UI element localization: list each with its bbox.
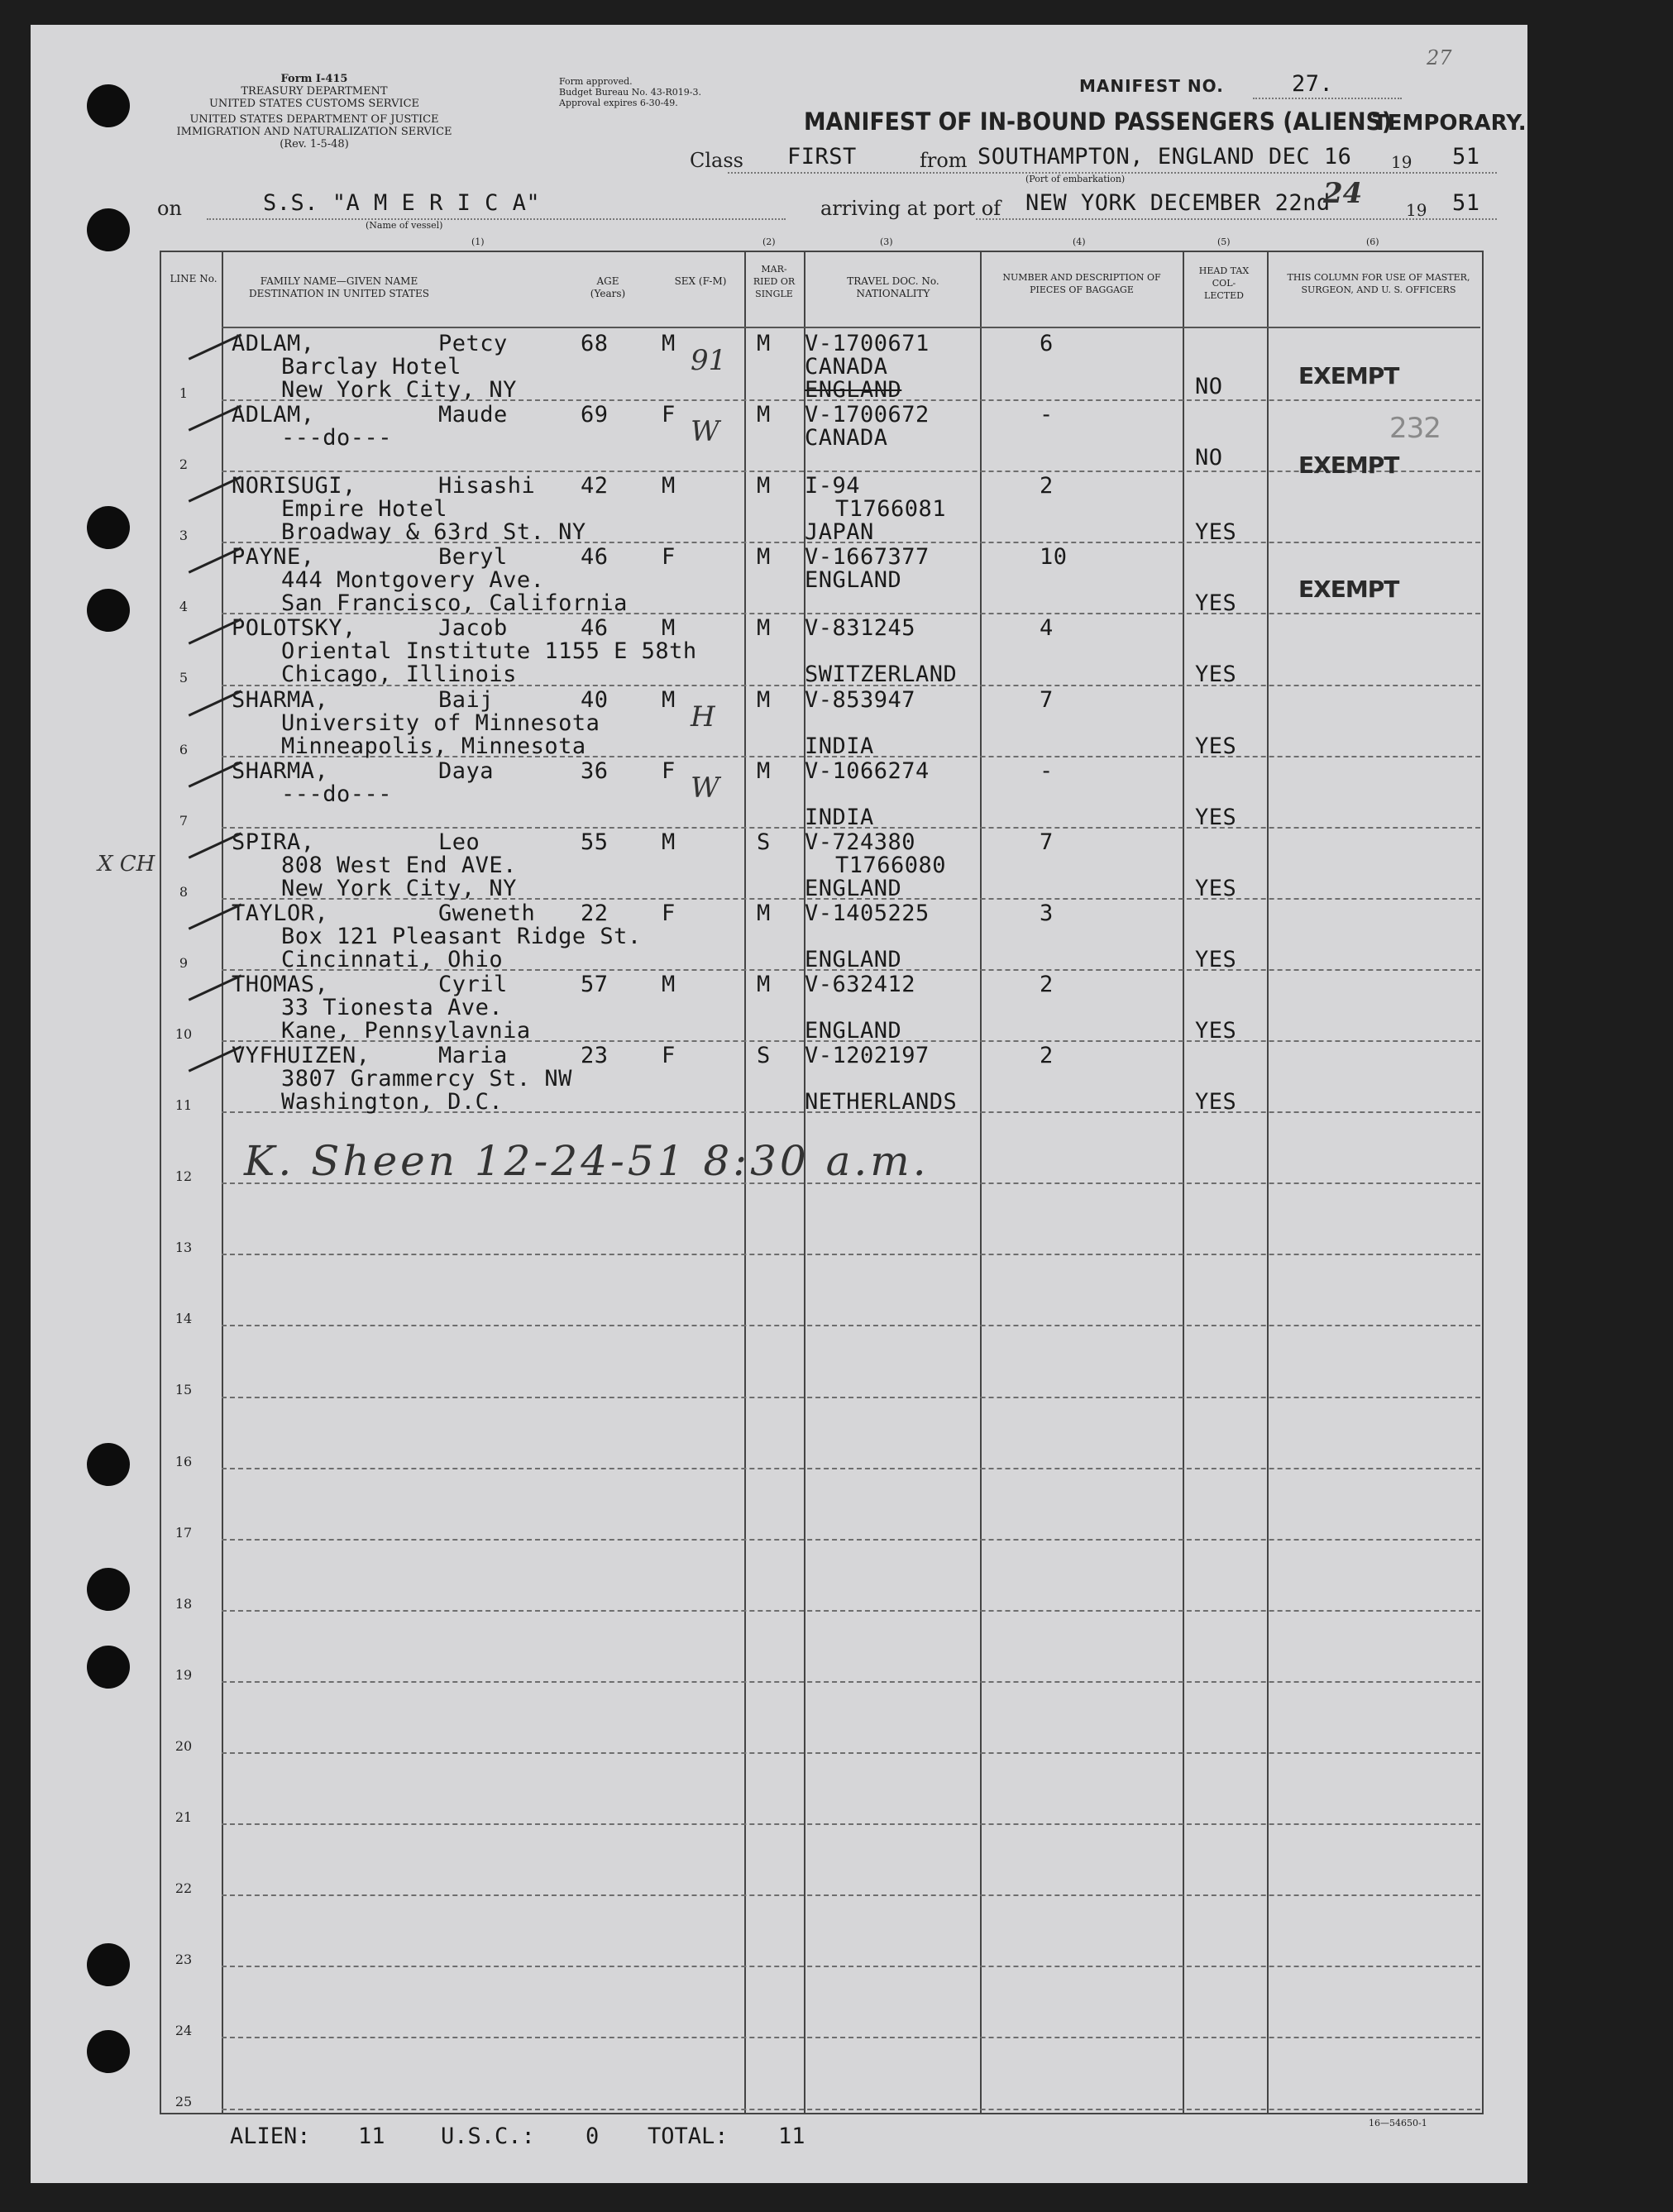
passenger-destination: Oriental Institute 1155 E 58th: [281, 638, 697, 665]
passenger-destination-city: San Francisco, California: [281, 590, 628, 617]
usc-count: 0: [586, 2124, 600, 2149]
passenger-given-name: Cyril: [438, 971, 508, 997]
treasury-dept: TREASURY DEPARTMENT: [241, 85, 388, 98]
passenger-marital: M: [757, 686, 771, 713]
line-number: 1: [179, 385, 189, 401]
passenger-baggage: 10: [1040, 544, 1068, 571]
alien-label: ALIEN:: [230, 2124, 311, 2149]
passenger-nationality: CANADA: [805, 425, 888, 451]
passenger-destination: 808 West End AVE.: [281, 852, 517, 878]
passenger-family-name: NORISUGI,: [232, 473, 356, 499]
page-title: MANIFEST OF IN-BOUND PASSENGERS (ALIENS): [804, 107, 1393, 136]
line-number: 25: [174, 2094, 193, 2110]
passenger-travel-doc: V-831245: [805, 615, 916, 642]
passenger-travel-doc: V-1700671: [805, 331, 930, 356]
sex-annotation: W: [691, 771, 719, 805]
passenger-sex: F: [662, 544, 676, 571]
line-number: 15: [174, 1382, 193, 1398]
line-number: 7: [179, 812, 189, 829]
passenger-destination: Empire Hotel: [281, 496, 448, 523]
approval-expires: Approval expires 6-30-49.: [559, 98, 678, 108]
passenger-travel-doc: V-1066274: [805, 757, 930, 784]
passenger-destination: Barclay Hotel: [281, 354, 461, 380]
colnum-3: (3): [880, 236, 893, 247]
ins-service: IMMIGRATION AND NATURALIZATION SERVICE: [176, 126, 452, 138]
punch-hole: [87, 1568, 130, 1611]
passenger-given-name: Leo: [438, 829, 480, 855]
passenger-nationality: INDIA: [805, 733, 874, 759]
total-label: TOTAL:: [648, 2124, 729, 2149]
passenger-head-tax: YES: [1195, 662, 1237, 688]
passenger-baggage: 7: [1040, 829, 1054, 855]
passenger-travel-doc: V-1700672: [805, 402, 930, 428]
passenger-baggage: 2: [1040, 971, 1054, 997]
passenger-travel-doc: V-724380: [805, 829, 916, 855]
passenger-marital: M: [757, 331, 771, 356]
row-rule: [222, 471, 1480, 472]
officer-stamp: EXEMPT: [1298, 576, 1399, 604]
sex-annotation: W: [691, 415, 719, 449]
col-divider: [1183, 251, 1184, 2113]
passenger-given-name: Jacob: [438, 615, 508, 642]
class-value: FIRST: [787, 144, 857, 170]
passenger-family-name: ADLAM,: [232, 331, 315, 356]
passenger-destination: ---do---: [281, 425, 393, 451]
line-number: 8: [179, 883, 189, 900]
passenger-age: 40: [581, 686, 609, 713]
passenger-travel-doc: V-853947: [805, 686, 916, 713]
manifest-no-label: MANIFEST NO.: [1079, 76, 1224, 96]
passenger-marital: S: [757, 829, 771, 855]
passenger-nationality: ENGLAND: [805, 875, 902, 901]
passenger-destination-city: New York City, NY: [281, 875, 517, 901]
row-rule: [222, 1254, 1480, 1255]
passenger-sex: F: [662, 1043, 676, 1068]
passenger-age: 23: [581, 1043, 609, 1068]
line-number: 14: [174, 1311, 193, 1327]
passenger-sex: M: [662, 473, 676, 499]
col-header-dest: DESTINATION IN UNITED STATES: [249, 288, 429, 299]
customs-service: UNITED STATES CUSTOMS SERVICE: [208, 98, 420, 110]
arriving-label: arriving at port of: [820, 197, 1001, 220]
row-rule: [222, 1681, 1480, 1683]
passenger-baggage: 7: [1040, 686, 1054, 713]
col-header-name-line1: FAMILY NAME—GIVEN NAME: [260, 275, 418, 287]
on-label: on: [157, 197, 182, 220]
line-number: 19: [174, 1666, 193, 1683]
line-number: 5: [179, 670, 189, 686]
line-number: 17: [174, 1524, 193, 1541]
print-code: 16—54650-1: [1369, 2118, 1427, 2128]
line-number: 22: [174, 1880, 193, 1897]
row-rule: [222, 1539, 1480, 1541]
punch-hole: [87, 506, 130, 549]
passenger-travel-doc: V-1405225: [805, 900, 930, 926]
passenger-nationality: SWITZERLAND: [805, 662, 958, 688]
passenger-marital: M: [757, 757, 771, 784]
row-rule: [222, 1468, 1480, 1469]
passenger-marital: M: [757, 473, 771, 499]
header-rule: [222, 327, 1480, 328]
col-header-baggage: NUMBER AND DESCRIPTION OF PIECES OF BAGGAGE: [1002, 272, 1161, 295]
line-number: 21: [174, 1809, 193, 1825]
line-number: 2: [179, 456, 189, 473]
justice-dept: UNITED STATES DEPARTMENT OF JUSTICE: [189, 113, 439, 126]
passenger-head-tax: YES: [1195, 519, 1237, 546]
from-value: SOUTHAMPTON, ENGLAND DEC 16: [978, 144, 1352, 170]
passenger-head-tax: YES: [1195, 946, 1237, 972]
arrival-rule: [976, 218, 1497, 220]
passenger-destination: 3807 Grammercy St. NW: [281, 1066, 572, 1092]
passenger-marital: M: [757, 615, 771, 642]
line-number: 23: [174, 1952, 193, 1968]
col-header-married: MAR- RIED OR SINGLE: [753, 264, 796, 299]
col-header-line: LINE No.: [170, 273, 217, 284]
line-number: 20: [174, 1737, 193, 1754]
passenger-marital: M: [757, 402, 771, 428]
passenger-head-tax: NO: [1195, 445, 1223, 471]
passenger-travel-doc: V-1202197: [805, 1043, 930, 1068]
line-number: 9: [179, 954, 189, 971]
vessel-rule: [207, 218, 786, 220]
passenger-nationality: JAPAN: [805, 519, 874, 546]
passenger-destination-city: Washington, D.C.: [281, 1089, 504, 1115]
line-number: 10: [174, 1025, 193, 1042]
passenger-destination-city: Broadway & 63rd St. NY: [281, 519, 586, 546]
passenger-baggage: -: [1040, 402, 1054, 428]
passenger-given-name: Baij: [438, 686, 495, 713]
passenger-given-name: Petcy: [438, 331, 508, 356]
passenger-destination: University of Minnesota: [281, 709, 600, 736]
passenger-family-name: VYFHUIZEN,: [232, 1043, 370, 1068]
budget-bureau: Budget Bureau No. 43-R019-3.: [559, 87, 702, 98]
passenger-baggage: 2: [1040, 473, 1054, 499]
header-agency: [149, 73, 480, 150]
row-rule: [222, 1397, 1480, 1398]
passenger-head-tax: NO: [1195, 374, 1223, 399]
punch-hole: [87, 84, 130, 127]
passenger-head-tax: YES: [1195, 1089, 1237, 1115]
port-note: (Port of embarkation): [1025, 174, 1126, 184]
manifest-no-rule: [1253, 98, 1402, 99]
passenger-baggage: 3: [1040, 900, 1054, 926]
passenger-sex: F: [662, 402, 676, 428]
row-rule: [222, 1610, 1480, 1612]
line-number: 4: [179, 599, 189, 615]
passenger-sex: M: [662, 615, 676, 642]
passenger-travel-doc: V-632412: [805, 971, 916, 997]
passenger-sex: M: [662, 331, 676, 356]
passenger-marital: S: [757, 1043, 771, 1068]
from-year: 51: [1452, 144, 1480, 170]
officer-stamp: EXEMPT: [1298, 362, 1399, 389]
passenger-nationality: CANADA: [805, 354, 888, 380]
col-header-officers: THIS COLUMN FOR USE OF MASTER, SURGEON, AND U. S. OFFICERS: [1287, 272, 1470, 295]
punch-hole: [87, 1646, 130, 1689]
passenger-age: 55: [581, 829, 609, 855]
line-number: 3: [179, 528, 189, 544]
passenger-destination: 33 Tionesta Ave.: [281, 994, 504, 1020]
passenger-family-name: ADLAM,: [232, 402, 315, 428]
sex-annotation: 91: [691, 344, 727, 377]
passenger-age: 42: [581, 473, 609, 499]
form-number: Form I-415: [280, 73, 348, 85]
passenger-sex: M: [662, 829, 676, 855]
passenger-age: 46: [581, 544, 609, 571]
officer-extra-number: 232: [1389, 412, 1441, 445]
punch-hole: [87, 1443, 130, 1486]
row-rule: [222, 1823, 1480, 1825]
passenger-nationality: NETHERLANDS: [805, 1089, 958, 1115]
passenger-head-tax: YES: [1195, 733, 1237, 759]
arrival-correction: 24: [1323, 177, 1363, 210]
passenger-nationality-struck: ENGLAND: [805, 377, 902, 403]
row-rule: [222, 2037, 1480, 2038]
passenger-nationality: ENGLAND: [805, 567, 902, 594]
passenger-given-name: Maria: [438, 1043, 508, 1068]
row-rule: [222, 1894, 1480, 1896]
year-prefix-arrival: 19: [1406, 200, 1427, 220]
colnum-6: (6): [1366, 236, 1379, 247]
passenger-family-name: THOMAS,: [232, 971, 329, 997]
sex-annotation: H: [691, 700, 715, 733]
vessel-note: (Name of vessel): [366, 220, 443, 231]
passenger-family-name: SHARMA,: [232, 686, 329, 713]
col-header-sex: SEX (F-M): [674, 275, 727, 287]
from-label: from: [920, 149, 968, 172]
usc-label: U.S.C.:: [441, 2124, 535, 2149]
line-number: 24: [174, 2023, 193, 2039]
col-divider: [222, 251, 223, 2113]
passenger-age: 69: [581, 402, 609, 428]
colnum-2: (2): [762, 236, 776, 247]
passenger-destination-city: Chicago, Illinois: [281, 662, 517, 688]
passenger-travel-doc: V-1667377: [805, 544, 930, 571]
manifest-no-handwritten: 27: [1427, 46, 1452, 69]
passenger-nationality: ENGLAND: [805, 1017, 902, 1044]
passenger-sex: M: [662, 971, 676, 997]
passenger-head-tax: YES: [1195, 804, 1237, 830]
vessel-name: S.S. "A M E R I C A": [263, 190, 541, 216]
passenger-marital: M: [757, 971, 771, 997]
line-number: 6: [179, 741, 189, 757]
punch-hole: [87, 208, 130, 251]
passenger-family-name: POLOTSKY,: [232, 615, 356, 642]
colnum-4: (4): [1073, 236, 1086, 247]
passenger-age: 36: [581, 757, 609, 784]
line-number: 18: [174, 1595, 193, 1612]
passenger-sex: F: [662, 900, 676, 926]
row-rule: [222, 1752, 1480, 1754]
passenger-given-name: Gweneth: [438, 900, 536, 926]
passenger-sex: F: [662, 757, 676, 784]
passenger-travel-doc-2: T1766081: [835, 496, 947, 523]
col-divider: [1267, 251, 1269, 2113]
passenger-baggage: 2: [1040, 1043, 1054, 1068]
passenger-baggage: -: [1040, 757, 1054, 784]
punch-hole: [87, 2030, 130, 2073]
passenger-nationality: INDIA: [805, 804, 874, 830]
inspector-signature: K. Sheen 12-24-51 8:30 a.m.: [244, 1137, 930, 1185]
passenger-head-tax: YES: [1195, 875, 1237, 901]
form-approval: [559, 76, 701, 108]
passenger-destination-city: Kane, Pennsylavnia: [281, 1017, 531, 1044]
col-header-travel: TRAVEL DOC. No. NATIONALITY: [847, 275, 939, 299]
colnum-5: (5): [1217, 236, 1231, 247]
punch-hole: [87, 1943, 130, 1986]
passenger-given-name: Daya: [438, 757, 495, 784]
row-rule: [222, 1325, 1480, 1326]
arrival-value: NEW YORK DECEMBER 22nd: [1025, 190, 1331, 216]
col-header-name: [240, 275, 438, 300]
col-header-age: AGE (Years): [590, 275, 626, 299]
passenger-baggage: 6: [1040, 331, 1054, 356]
passenger-family-name: TAYLOR,: [232, 900, 329, 926]
rev-date: (Rev. 1-5-48): [280, 138, 349, 150]
line-number: 16: [174, 1453, 193, 1469]
alien-count: 11: [358, 2124, 385, 2149]
col-divider: [980, 251, 982, 2113]
class-label: Class: [690, 149, 743, 172]
line-number: 13: [174, 1240, 193, 1256]
passenger-nationality: ENGLAND: [805, 946, 902, 972]
temporary-label: TEMPORARY.: [1373, 111, 1527, 136]
form-approved: Form approved.: [559, 76, 633, 87]
passenger-age: 57: [581, 971, 609, 997]
passenger-destination-city: Cincinnati, Ohio: [281, 946, 504, 972]
passenger-destination-city: Minneapolis, Minnesota: [281, 733, 586, 759]
passenger-destination: Box 121 Pleasant Ridge St.: [281, 923, 642, 949]
passenger-destination: 444 Montgovery Ave.: [281, 567, 545, 594]
row-rule: [222, 2109, 1480, 2110]
total-count: 11: [778, 2124, 805, 2149]
passenger-family-name: SPIRA,: [232, 829, 315, 855]
margin-mark: X CH: [98, 852, 155, 877]
colnum-1: (1): [471, 236, 485, 247]
passenger-head-tax: YES: [1195, 1017, 1237, 1044]
passenger-family-name: SHARMA,: [232, 757, 329, 784]
passenger-age: 68: [581, 331, 609, 356]
col-header-headtax: HEAD TAX COL- LECTED: [1198, 265, 1250, 301]
row-rule: [222, 1966, 1480, 1967]
passenger-given-name: Maude: [438, 402, 508, 428]
passenger-travel-doc-2: T1766080: [835, 852, 947, 878]
passenger-baggage: 4: [1040, 615, 1054, 642]
passenger-given-name: Beryl: [438, 544, 508, 571]
officer-stamp: EXEMPT: [1298, 451, 1399, 480]
passenger-destination-city: New York City, NY: [281, 377, 517, 403]
passenger-age: 22: [581, 900, 609, 926]
line-number: 12: [174, 1168, 193, 1185]
line-number: 11: [174, 1097, 193, 1113]
punch-hole: [87, 589, 130, 632]
arrival-year: 51: [1452, 190, 1480, 216]
manifest-no-value: 27.: [1292, 71, 1334, 97]
year-prefix-from: 19: [1391, 152, 1412, 172]
passenger-given-name: Hisashi: [438, 473, 536, 499]
passenger-marital: M: [757, 544, 771, 571]
passenger-travel-doc: I-94: [805, 473, 861, 499]
passenger-family-name: PAYNE,: [232, 544, 315, 571]
passenger-age: 46: [581, 615, 609, 642]
passenger-marital: M: [757, 900, 771, 926]
passenger-destination: ---do---: [281, 781, 393, 807]
passenger-sex: M: [662, 686, 676, 713]
passenger-head-tax: YES: [1195, 590, 1237, 617]
